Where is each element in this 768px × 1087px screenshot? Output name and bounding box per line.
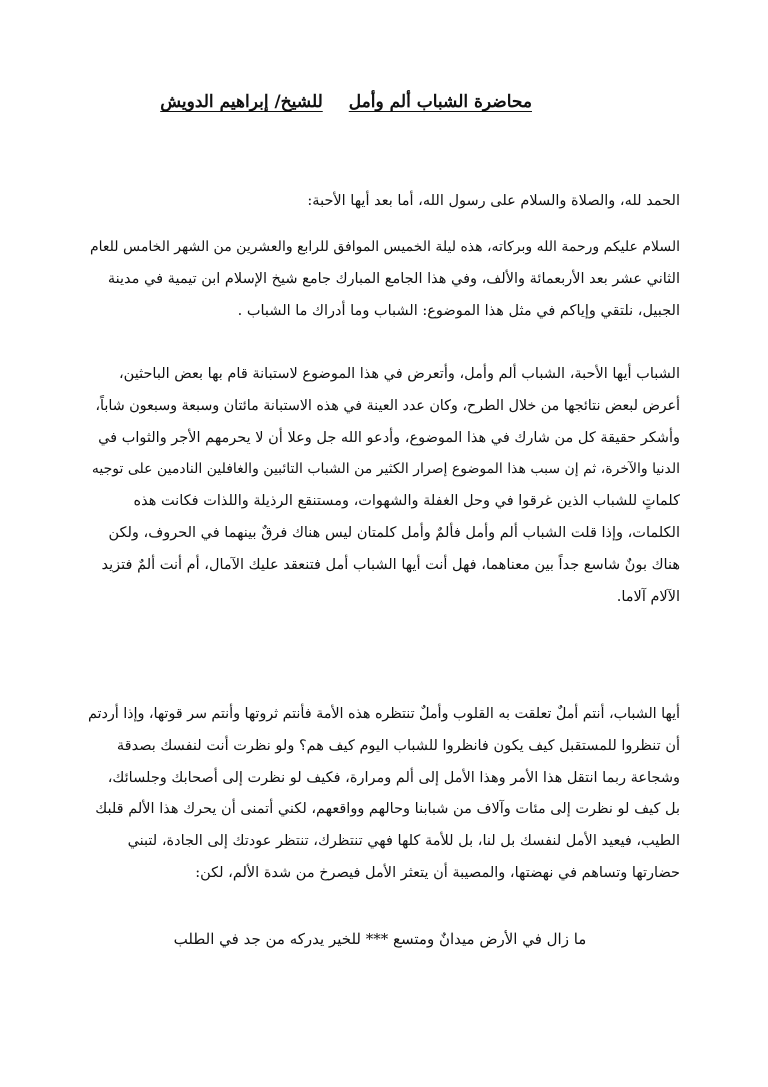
page-title: محاضرة الشباب ألم وأمل (348, 92, 532, 112)
paragraph-line: وأشكر حقيقة كل من شارك في هذا الموضوع، وأدعو الله جل وعلا أن لا يحرمهم الأجر والثواب في (98, 429, 680, 446)
title-row (112, 92, 532, 122)
paragraph-line: هناك بونٌ شاسع جداً بين معناهما، فهل أنت أيها الشباب أمل فتنعقد عليك الآمال، أم أنت ألمٌ فتزيد (101, 556, 680, 573)
paragraph-line: حضارتها وتساهم في نهضتها، والمصيبة أن يتعثر الأمل فيصرخ من شدة الألم، لكن: (195, 864, 680, 881)
paragraph-line: الثاني عشر بعد الأربعمائة والألف، وفي هذا الجامع المبارك جامع شيخ الإسلام ابن تيمية في مدينة (107, 270, 680, 287)
paragraph-line: الحمد لله، والصلاة والسلام على رسول الله، أما بعد أيها الأحبة: (307, 193, 680, 209)
paragraph-line: الشباب أيها الأحبة، الشباب ألم وأمل، وأتعرض في هذا الموضوع لاستبانة قام بها بعض الباحثين، (119, 366, 680, 382)
paragraph-line: الآلام آلاما. (616, 588, 680, 605)
poetry-verse: ما زال في الأرض ميدانٌ ومتسع *** للخير يدركه من جد في الطلب (173, 930, 587, 948)
paragraph-line: وشجاعة ربما انتقل هذا الأمر وهذا الأمل إلى ألم ومرارة، فكيف لو نظرت إلى أصحابك وجلسائك، (107, 769, 680, 786)
paragraph-3 (88, 699, 680, 890)
intro-paragraph (88, 186, 680, 218)
paragraph-line: الطيب، فيعيد الأمل لنفسك بل لنا، بل للأمة كلها فهي تنتظرك، تنتظر عودتك إلى الجادة، لتبني (127, 833, 680, 850)
paragraph-line: السلام عليكم ورحمة الله وبركاته، هذه ليلة الخميس الموافق للرابع والعشرين من الشهر الخامس للعام (89, 239, 680, 255)
author-name: للشيخ/ إبراهيم الدويش (160, 92, 323, 112)
paragraph-line: الكلمات، وإذا قلت الشباب ألم وأمل فألمٌ وأمل كلمتان ليس هناك فرقٌ بينهما في الحروف، ولكن (108, 524, 680, 541)
paragraph-line: أن تنظروا للمستقبل كيف يكون فانظروا للشباب اليوم كيف هم؟ ولو نظرت أنت لنفسك بصدقة (116, 737, 680, 754)
paragraph-line: أعرض لبعض نتائجها من خلال الطرح، وكان عدد العينة في هذه الاستبانة مائتان وسبعة وسبعون شاباً، (95, 397, 680, 414)
paragraph-line: الدنيا والآخرة، ثم إن سبب هذا الموضوع إصرار الكثير من الشباب التائبين والغافلين النادمين على توجيه (91, 461, 680, 478)
paragraph-line: الجبيل، نلتقي وإياكم في مثل هذا الموضوع: الشباب وما أدراك ما الشباب . (237, 302, 680, 319)
paragraph-line: أيها الشباب، أنتم أملٌ تعلقت به القلوب وأملٌ تنتظره هذه الأمة فأنتم ثروتها وأنتم سر قوتها، وإذا أردتم (88, 706, 680, 722)
paragraph-2 (88, 359, 680, 613)
paragraph-line: كلماتٍ للشباب الذين غرقوا في وحل الغفلة والشهوات، ومستنقع الرذيلة واللذات فكانت هذه (133, 493, 680, 510)
paragraph-1 (88, 232, 680, 327)
paragraph-line: بل كيف لو نظرت إلى مئات وآلاف من شبابنا وحالهم وواقعهم، لكني أتمنى أن يحرك هذا الألم قلبك (95, 801, 680, 818)
